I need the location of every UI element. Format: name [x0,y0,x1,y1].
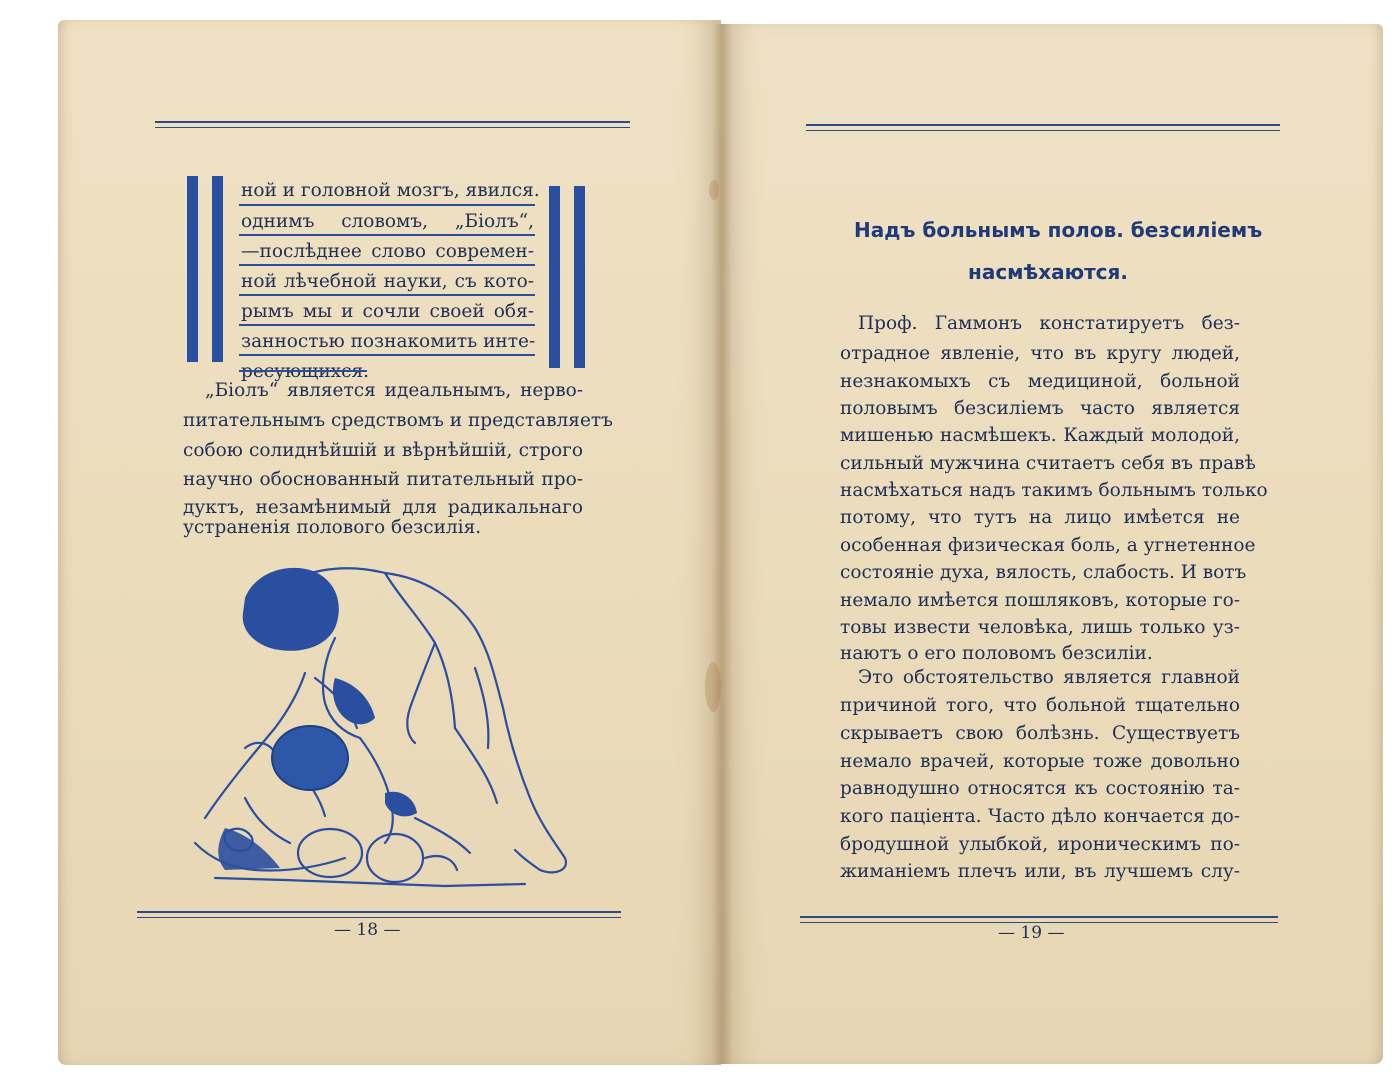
boxed-line: занностью познакомить инте- [241,331,536,352]
paragraph-line: причиной того, что больной тщательно [840,695,1240,716]
vertical-bar-left-outer [187,176,198,362]
box-underline [239,324,535,326]
bottom-rule-right [800,916,1278,918]
top-rule-left-thin [155,127,630,128]
paragraph-line: бродушной улыбкой, ироническимъ по- [840,834,1240,855]
vertical-bar-right-outer [574,186,585,368]
section-heading: Надъ больнымъ полов. безсиліемъ [854,218,1263,242]
paragraph-line: „Біолъ“ является идеальнымъ, нерво- [205,380,583,401]
top-rule-right [806,124,1280,126]
paragraph-line: насмѣхаться надъ такимъ больнымъ только [840,480,1268,501]
boxed-line: ной и головной мозгъ, явился. [241,180,540,201]
box-underline [239,204,535,206]
boxed-line: —послѣднее слово современ- [241,241,534,262]
top-rule-right-thin [806,130,1280,131]
hair-top [243,568,339,651]
gutter-stain [709,180,719,200]
paragraph-line: жиманіемъ плечъ или, въ лучшемъ слу- [840,861,1240,882]
boxed-line: ной лѣчебной науки, съ кото- [241,271,534,292]
paragraph-line: устраненія полового безсилія. [183,517,482,538]
paragraph-line: Это обстоятельство является главной [858,667,1240,688]
paragraph-line: отрадное явленіе, что въ кругу людей, [840,343,1240,364]
paragraph-line: собою солиднѣйшій и вѣрнѣйшій, строго [183,440,583,461]
paragraph-line: питательнымъ средствомъ и представляетъ [183,410,613,431]
wrestlers-illustration [185,558,585,893]
paragraph-line: равнодушно относятся къ состоянію та- [840,778,1240,799]
box-underline [239,354,535,356]
paragraph-line: незнакомыхъ съ медициной, больной [840,371,1240,392]
page-number-right: — 19 — [998,923,1065,943]
box-underline [239,370,367,372]
paragraph-line: потому, что тутъ на лицо имѣется не [840,507,1240,528]
paragraph-line: кого пацiента. Часто дѣло кончается до- [840,806,1240,827]
paragraph-line: наютъ о его половомъ безсиліи. [840,643,1153,664]
boxed-line: однимъ словомъ, „Біолъ“, [241,211,534,232]
gutter-stain [705,662,721,712]
box-underline [239,234,535,236]
boxed-line: ресующихся. [241,361,370,382]
paragraph-line: Проф. Гаммонъ констатируетъ без- [858,313,1240,334]
paragraph-line: дуктъ, незамѣнимый для радикальнаго [183,497,583,518]
paragraph-line: немало имѣется пошляковъ, которые го- [840,590,1240,611]
vertical-bar-left-inner [212,176,223,362]
bottom-rule-left-thin [137,917,621,918]
box-underline [239,294,535,296]
paragraph-line: научно обоснованный питательный про- [183,469,583,490]
paragraph-line: состояніе духа, вялость, слабость. И вотъ [840,562,1247,583]
paragraph-line: скрываетъ свою болѣзнь. Существуетъ [840,723,1240,744]
paragraph-line: особенная физическая боль, а угнетенное [840,535,1256,556]
boxed-line: рымъ мы и сочли своей обя- [241,301,534,322]
bottom-rule-left [137,911,621,913]
paragraph-line: немало врачей, которые тоже довольно [840,751,1240,772]
hair-bottom [272,726,348,790]
vertical-bar-right-inner [549,186,560,368]
page-number-left: — 18 — [334,920,401,940]
section-heading-continued: насмѣхаются. [968,260,1128,284]
paragraph-line: мишенью насмѣшекъ. Каждый молодой, [840,425,1240,446]
paragraph-line: сильный мужчина считаетъ себя въ правѣ [840,453,1256,474]
paragraph-line: товы извести человѣка, лишь только уз- [840,617,1240,638]
paragraph-line: половымъ безсиліемъ часто является [840,398,1240,419]
top-rule-left [155,121,630,123]
box-underline [239,264,535,266]
